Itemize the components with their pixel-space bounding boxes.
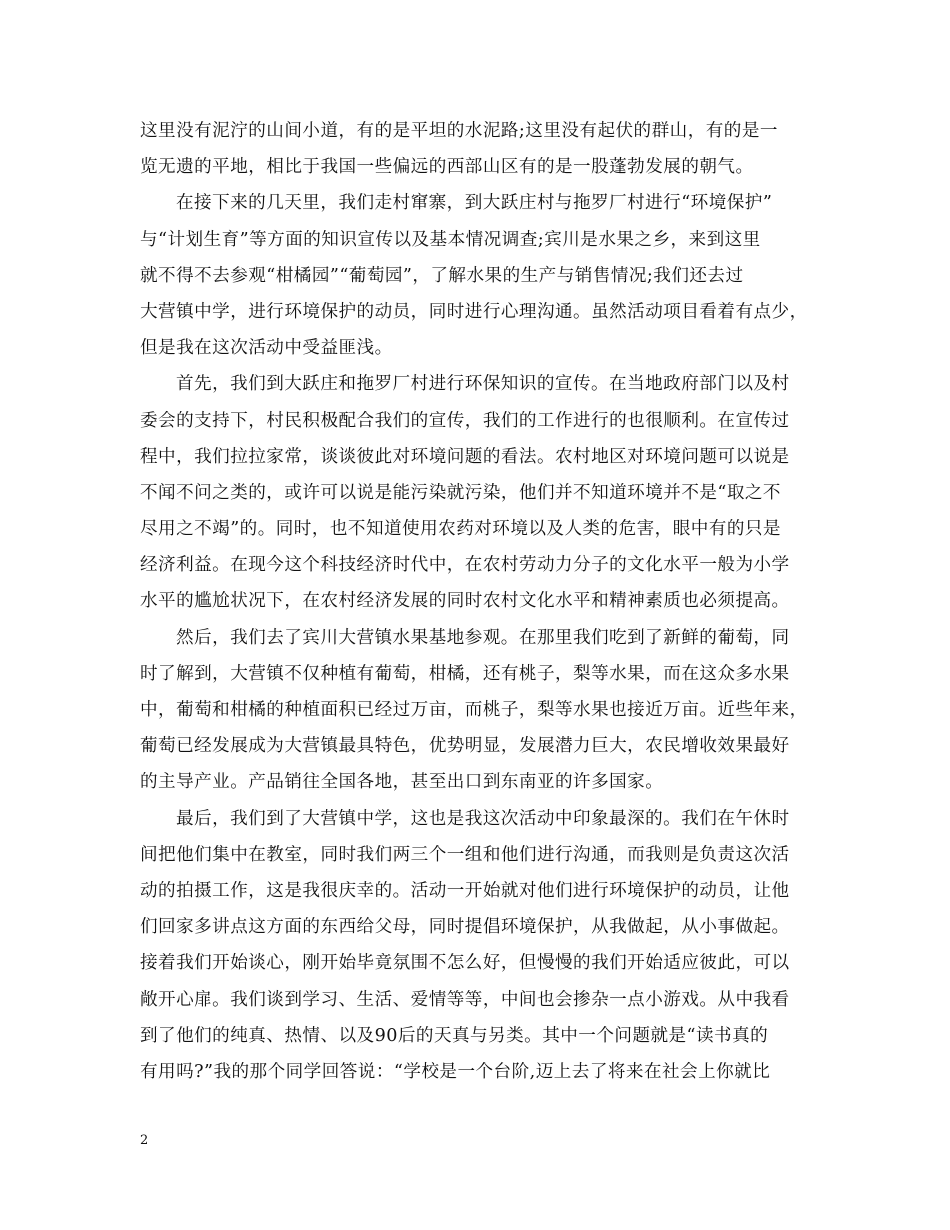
text-line: 就不得不去参观“柑橘园”“葡萄园”，了解水果的生产与销售情况;我们还去过	[140, 265, 744, 286]
paragraph-first-line: 然后，我们去了宾川大营镇水果基地参观。在那里我们吃到了新鲜的葡萄，同	[176, 627, 790, 648]
text-line: 尽用之不竭”的。同时，也不知道使用农药对环境以及人类的危害，眼中有的只是	[140, 519, 781, 540]
text-line: 委会的支持下，村民积极配合我们的宣传，我们的工作进行的也很顺利。在宣传过	[140, 410, 790, 431]
paragraph-first-line: 在接下来的几天里，我们走村窜寨，到大跃庄村与拖罗厂村进行“环境保护”	[176, 193, 773, 214]
text-line: 敞开心扉。我们谈到学习、生活、爱情等等，中间也会掺杂一点小游戏。从中我看	[140, 989, 790, 1010]
text-line: 这里没有泥泞的山间小道，有的是平坦的水泥路;这里没有起伏的群山，有的是一	[140, 121, 778, 141]
page-number: 2	[140, 1133, 149, 1148]
text-line: 有用吗?”我的那个同学回答说：“学校是一个台阶,迈上去了将来在社会上你就比	[140, 1061, 771, 1082]
text-line: 葡萄已经发展成为大营镇最具特色，优势明显，发展潜力巨大，农民增收效果最好	[140, 736, 790, 757]
text-line: 时了解到，大营镇不仅种植有葡萄，柑橘，还有桃子，梨等水果，而在这众多水果	[140, 663, 790, 684]
text-line: 到了他们的纯真、热情、以及90后的天真与另类。其中一个问题就是“读书真的	[140, 1025, 769, 1046]
text-line: 但是我在这次活动中受益匪浅。	[140, 338, 393, 359]
text-line: 中，葡萄和柑橘的种植面积已经过万亩，而桃子，梨等水果也接近万亩。近些年来，	[140, 700, 808, 720]
text-line: 动的拍摄工作，这是我很庆幸的。活动一开始就对他们进行环境保护的动员，让他	[140, 880, 790, 901]
paragraph-first-line: 最后，我们到了大营镇中学，这也是我这次活动中印象最深的。我们在午休时	[176, 808, 790, 829]
text-line: 间把他们集中在教室，同时我们两三个一组和他们进行沟通，而我则是负责这次活	[140, 844, 790, 865]
body-text	[140, 113, 830, 1090]
text-line: 程中，我们拉拉家常，谈谈彼此对环境问题的看法。农村地区对环境问题可以说是	[140, 446, 790, 467]
text-line: 们回家多讲点这方面的东西给父母，同时提倡环境保护，从我做起，从小事做起。	[140, 917, 790, 938]
text-line: 接着我们开始谈心，刚开始毕竟氛围不怎么好，但慢慢的我们开始适应彼此，可以	[140, 953, 790, 974]
text-line: 的主导产业。产品销往全国各地，甚至出口到东南亚的许多国家。	[140, 772, 664, 793]
text-line: 大营镇中学，进行环境保护的动员，同时进行心理沟通。虽然活动项目看着有点少，	[140, 301, 808, 322]
text-line: 与“计划生育”等方面的知识宣传以及基本情况调查;宾川是水果之乡，来到这里	[140, 229, 761, 250]
text-line: 经济利益。在现今这个科技经济时代中，在农村劳动力分子的文化水平一般为小学	[140, 555, 790, 576]
text-line: 水平的尴尬状况下，在农村经济发展的同时农村文化水平和精神素质也必须提高。	[140, 591, 790, 612]
text-line: 不闻不问之类的，或许可以说是能污染就污染，他们并不知道环境并不是“取之不	[140, 482, 781, 503]
paragraph-first-line: 首先，我们到大跃庄和拖罗厂村进行环保知识的宣传。在当地政府部门以及村	[176, 374, 790, 395]
text-line: 览无遗的平地，相比于我国一些偏远的西部山区有的是一股蓬勃发展的朝气。	[140, 157, 754, 178]
